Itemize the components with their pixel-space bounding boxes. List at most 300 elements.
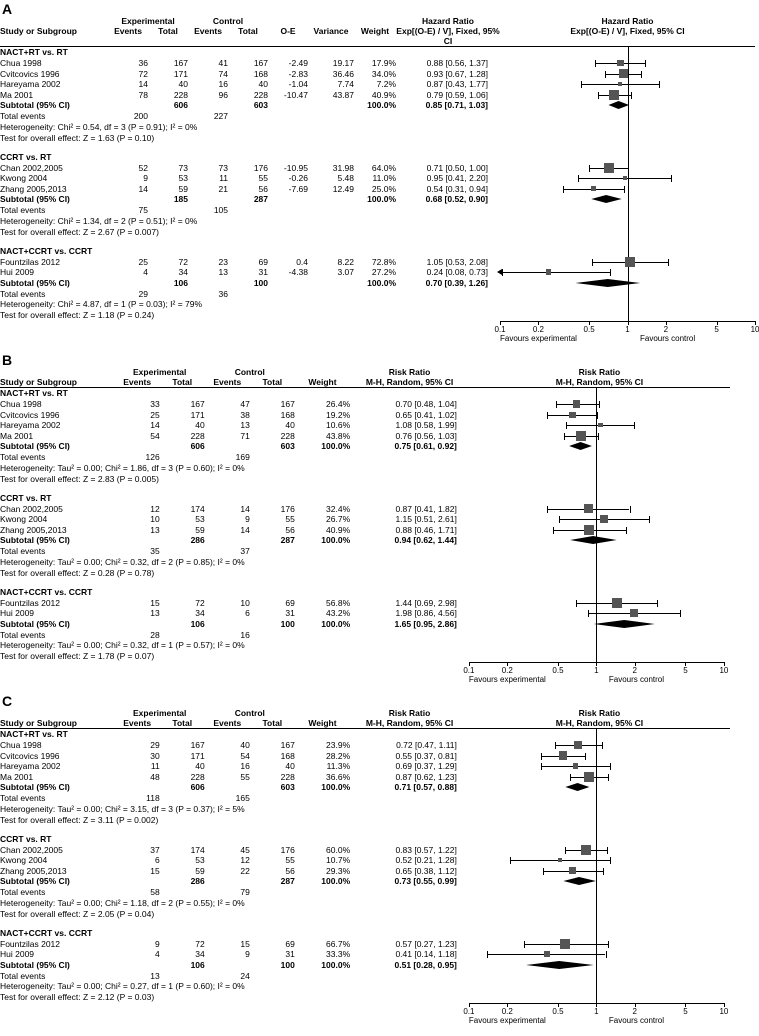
subgroup-heading: CCRT vs. RT bbox=[0, 834, 730, 845]
ci-text: 1.05 [0.53, 2.08] bbox=[426, 256, 489, 267]
ctrl-total: 168 bbox=[280, 409, 295, 420]
subtotal-row bbox=[0, 619, 730, 630]
study-row bbox=[0, 90, 755, 101]
exp-total: 167 bbox=[173, 58, 189, 68]
forest-row-marker bbox=[500, 79, 755, 90]
study-name: Cvitcovics 1996 bbox=[0, 409, 60, 420]
total-events-exp: 35 bbox=[150, 546, 160, 556]
forest-panel-b bbox=[0, 351, 730, 692]
ctrl-events: 16 bbox=[218, 79, 229, 89]
forest-row-marker bbox=[469, 504, 724, 515]
ci-text: 0.71 [0.50, 1.00] bbox=[426, 162, 489, 173]
subtotal-label: Subtotal (95% CI) bbox=[0, 441, 70, 451]
ctrl-total: 31 bbox=[258, 267, 269, 277]
variance: 3.07 bbox=[337, 267, 355, 277]
exp-events: 14 bbox=[150, 420, 160, 430]
weight: 40.9% bbox=[371, 89, 397, 100]
study-name: Kwong 2004 bbox=[0, 514, 48, 524]
weight: 66.7% bbox=[326, 938, 351, 949]
overall-effect-row: Test for overall effect: Z = 2.05 (P = 0.04) bbox=[0, 909, 730, 920]
exp-events: 25 bbox=[150, 409, 160, 420]
weight: 34.0% bbox=[371, 68, 397, 79]
subtotal-exp-total: 106 bbox=[190, 618, 205, 629]
subgroup-heading: CCRT vs. RT bbox=[0, 152, 755, 163]
oe: -0.26 bbox=[288, 173, 309, 183]
subtotal-weight: 100.0% bbox=[367, 194, 397, 204]
ctrl-total: 228 bbox=[280, 430, 295, 441]
forest-subtotal-diamond bbox=[469, 960, 724, 971]
subtotal-label: Subtotal (95% CI) bbox=[0, 876, 70, 886]
ctrl-events: 45 bbox=[240, 844, 250, 855]
total-events-row: Total events 28 16 bbox=[0, 630, 730, 641]
subtotal-exp-total: 286 bbox=[190, 535, 205, 545]
weight: 43.8% bbox=[326, 430, 351, 441]
variance: 19.17 bbox=[332, 58, 355, 68]
exp-total: 73 bbox=[178, 162, 189, 173]
forest-row-marker bbox=[469, 420, 724, 431]
header-control: Control bbox=[234, 708, 265, 718]
table-header-groups bbox=[0, 16, 755, 26]
ctrl-events: 74 bbox=[218, 68, 229, 79]
total-events-exp: 13 bbox=[150, 970, 160, 981]
header-effect-title: Risk Ratio bbox=[388, 367, 431, 377]
exp-total: 53 bbox=[195, 855, 205, 865]
header-experimental: Experimental bbox=[133, 708, 187, 718]
forest-row-marker bbox=[500, 267, 755, 278]
total-events-row: Total events 118 165 bbox=[0, 793, 730, 804]
subtotal-weight: 100.0% bbox=[321, 441, 351, 451]
subtotal-ci: 1.65 [0.95, 2.86] bbox=[394, 618, 457, 629]
study-name: Zhang 2005,2013 bbox=[0, 183, 67, 194]
exp-events: 13 bbox=[150, 524, 160, 535]
exp-events: 9 bbox=[154, 938, 160, 949]
study-row bbox=[0, 761, 730, 772]
subtotal-row bbox=[0, 876, 730, 887]
study-row bbox=[0, 184, 755, 195]
ci-text: 0.65 [0.38, 1.12] bbox=[395, 865, 457, 876]
subtotal-label: Subtotal (95% CI) bbox=[0, 959, 70, 970]
ci-text: 0.95 [0.41, 2.20] bbox=[426, 173, 489, 183]
exp-total: 228 bbox=[173, 89, 189, 100]
forest-row-marker bbox=[469, 751, 724, 762]
ctrl-total: 56 bbox=[258, 183, 269, 194]
study-row bbox=[0, 740, 730, 751]
group-spacer bbox=[0, 238, 755, 246]
subtotal-label: Subtotal (95% CI) bbox=[0, 618, 70, 629]
study-name: Ma 2001 bbox=[0, 89, 34, 100]
ci-text: 0.76 [0.56, 1.03] bbox=[395, 430, 457, 441]
weight: 43.2% bbox=[326, 608, 351, 618]
table-header-columns: Study or Subgroup Events Total Events Total O-E Variance Weight Exp[(O-E) / V], Fixed, 95% CI Exp[(O-E) / V], Fixed, 95% CI bbox=[0, 26, 755, 47]
subtotal-label: Subtotal (95% CI) bbox=[0, 194, 70, 204]
subtotal-row bbox=[0, 441, 730, 452]
exp-total: 40 bbox=[195, 761, 205, 771]
exp-total: 167 bbox=[190, 399, 205, 409]
ctrl-total: 31 bbox=[285, 949, 295, 959]
forest-subtotal-diamond bbox=[469, 876, 724, 887]
header-plot-title: Risk Ratio bbox=[578, 367, 621, 377]
weight: 11.0% bbox=[372, 173, 397, 183]
exp-events: 15 bbox=[150, 865, 160, 876]
total-events-exp: 75 bbox=[138, 205, 148, 215]
weight: 72.8% bbox=[371, 256, 397, 267]
study-name: Hareyama 2002 bbox=[0, 420, 61, 430]
forest-subtotal-diamond bbox=[500, 278, 755, 289]
total-events-row: Total events 58 79 bbox=[0, 887, 730, 898]
exp-events: 25 bbox=[138, 256, 148, 267]
subtotal-ci: 0.85 [0.71, 1.03] bbox=[425, 100, 489, 110]
ctrl-events: 47 bbox=[240, 399, 250, 409]
subgroup-heading: NACT+RT vs. RT bbox=[0, 388, 730, 400]
weight: 29.3% bbox=[326, 865, 351, 876]
subtotal-row bbox=[0, 100, 755, 111]
subtotal-weight: 100.0% bbox=[367, 277, 397, 288]
weight: 26.7% bbox=[326, 514, 351, 524]
weight: 27.2% bbox=[371, 267, 397, 277]
ctrl-total: 228 bbox=[280, 771, 295, 782]
heterogeneity-row: Heterogeneity: Chi² = 4.87, df = 1 (P = 0.03); I² = 79% bbox=[0, 299, 755, 310]
ctrl-events: 10 bbox=[240, 597, 250, 608]
study-name: Ma 2001 bbox=[0, 430, 34, 441]
exp-events: 30 bbox=[150, 750, 160, 761]
study-row bbox=[0, 608, 730, 619]
subtotal-weight: 100.0% bbox=[321, 876, 351, 886]
ctrl-total: 31 bbox=[285, 608, 295, 618]
total-events-ctrl: 227 bbox=[213, 111, 229, 121]
study-name: Chua 1998 bbox=[0, 740, 42, 750]
overall-effect-row: Test for overall effect: Z = 3.11 (P = 0.002) bbox=[0, 815, 730, 826]
header-plot-title: Risk Ratio bbox=[578, 708, 621, 718]
panel-letter: B bbox=[2, 352, 13, 368]
study-name: Cvitcovics 1996 bbox=[0, 750, 60, 761]
forest-row-marker bbox=[469, 608, 724, 619]
exp-events: 14 bbox=[138, 183, 148, 194]
exp-events: 72 bbox=[138, 68, 148, 79]
subtotal-weight: 100.0% bbox=[321, 535, 351, 545]
weight: 28.2% bbox=[326, 750, 351, 761]
ctrl-total: 56 bbox=[285, 524, 295, 535]
header-effect-title: Risk Ratio bbox=[388, 708, 431, 718]
oe: -7.69 bbox=[288, 183, 309, 194]
study-name: Hui 2009 bbox=[0, 267, 35, 277]
weight: 10.7% bbox=[326, 855, 351, 865]
forest-subtotal-diamond bbox=[500, 100, 755, 111]
subtotal-row bbox=[0, 535, 730, 546]
ci-text: 0.83 [0.57, 1.22] bbox=[395, 844, 457, 855]
panel-letter: C bbox=[2, 693, 13, 709]
total-events-row: Total events 200 227 bbox=[0, 111, 755, 122]
ci-text: 1.44 [0.69, 2.98] bbox=[395, 597, 457, 608]
ctrl-events: 38 bbox=[240, 409, 250, 420]
total-events-exp: 58 bbox=[150, 887, 160, 897]
forest-row-marker bbox=[469, 410, 724, 421]
group-spacer bbox=[0, 920, 730, 928]
subtotal-label: Subtotal (95% CI) bbox=[0, 277, 70, 288]
ctrl-events: 22 bbox=[240, 865, 250, 876]
ci-text: 0.87 [0.62, 1.23] bbox=[395, 771, 457, 782]
forest-row-marker bbox=[500, 90, 755, 101]
subtotal-ci: 0.73 [0.55, 0.99] bbox=[394, 876, 457, 886]
weight: 25.0% bbox=[371, 183, 397, 194]
forest-axis: 0.1 0.2 0.5 1 2 5 10 Favours experimental Favours control bbox=[500, 321, 755, 345]
overall-effect-row: Test for overall effect: Z = 2.83 (P = 0.005) bbox=[0, 474, 730, 485]
ctrl-events: 54 bbox=[240, 750, 250, 761]
total-events-exp: 29 bbox=[138, 288, 148, 299]
forest-subtotal-diamond bbox=[469, 782, 724, 793]
ctrl-events: 9 bbox=[245, 949, 250, 959]
heterogeneity-row: Heterogeneity: Tau² = 0.00; Chi² = 3.15, df = 3 (P = 0.37); I² = 5% bbox=[0, 804, 730, 815]
ctrl-events: 9 bbox=[245, 514, 250, 524]
ci-text: 0.88 [0.46, 1.71] bbox=[395, 524, 457, 535]
exp-total: 72 bbox=[178, 256, 189, 267]
exp-total: 72 bbox=[195, 938, 205, 949]
total-events-exp: 118 bbox=[146, 793, 160, 803]
exp-events: 15 bbox=[150, 597, 160, 608]
exp-events: 48 bbox=[150, 771, 160, 782]
forest-row-marker bbox=[469, 525, 724, 536]
subtotal-weight: 100.0% bbox=[321, 782, 351, 792]
forest-row-marker bbox=[500, 69, 755, 80]
study-name: Zhang 2005,2013 bbox=[0, 524, 67, 535]
study-name: Hui 2009 bbox=[0, 949, 35, 959]
exp-total: 59 bbox=[178, 183, 189, 194]
oe: -10.95 bbox=[283, 162, 309, 173]
ci-text: 0.87 [0.43, 1.77] bbox=[426, 79, 489, 89]
subtotal-exp-total: 606 bbox=[190, 782, 205, 792]
study-row bbox=[0, 410, 730, 421]
forest-table bbox=[0, 708, 730, 1027]
table-header-columns: Study or Subgroup Events Total Events Total Weight M-H, Random, 95% CI M-H, Random, 95% CI bbox=[0, 718, 730, 729]
subtotal-ctrl-total: 287 bbox=[253, 194, 269, 204]
exp-events: 36 bbox=[138, 58, 148, 68]
ctrl-total: 55 bbox=[258, 173, 269, 183]
study-row bbox=[0, 866, 730, 877]
forest-row-marker bbox=[500, 58, 755, 69]
study-row bbox=[0, 845, 730, 856]
exp-total: 174 bbox=[190, 844, 205, 855]
group-spacer bbox=[0, 485, 730, 493]
ctrl-total: 167 bbox=[253, 58, 269, 68]
total-events-exp: 126 bbox=[145, 452, 160, 462]
ctrl-total: 56 bbox=[285, 865, 295, 876]
ctrl-total: 69 bbox=[285, 597, 295, 608]
variance: 5.48 bbox=[337, 173, 355, 183]
study-row bbox=[0, 598, 730, 609]
ctrl-events: 15 bbox=[240, 938, 250, 949]
weight: 19.2% bbox=[326, 409, 351, 420]
subtotal-exp-total: 185 bbox=[173, 194, 189, 204]
forest-subtotal-diamond bbox=[469, 535, 724, 546]
study-row bbox=[0, 267, 755, 278]
exp-events: 52 bbox=[138, 162, 148, 173]
forest-subtotal-diamond bbox=[500, 194, 755, 205]
weight: 32.4% bbox=[326, 503, 351, 514]
exp-events: 9 bbox=[143, 173, 148, 183]
subtotal-ctrl-total: 603 bbox=[253, 100, 269, 110]
ci-text: 0.52 [0.21, 1.28] bbox=[395, 855, 457, 865]
ctrl-events: 73 bbox=[218, 162, 229, 173]
exp-total: 171 bbox=[173, 68, 189, 79]
subtotal-ctrl-total: 100 bbox=[253, 277, 269, 288]
forest-axis: 0.1 0.2 0.5 1 2 5 10 Favours experimental Favours control bbox=[469, 1003, 724, 1027]
variance: 12.49 bbox=[332, 183, 355, 194]
heterogeneity-row: Heterogeneity: Tau² = 0.00; Chi² = 1.86, df = 3 (P = 0.60); I² = 0% bbox=[0, 463, 730, 474]
exp-total: 40 bbox=[178, 79, 189, 89]
overall-effect-row: Test for overall effect: Z = 1.78 (P = 0.07) bbox=[0, 651, 730, 662]
weight: 36.6% bbox=[326, 771, 351, 782]
forest-row-marker bbox=[469, 949, 724, 960]
heterogeneity-row: Heterogeneity: Chi² = 0.54, df = 3 (P = 0.91); I² = 0% bbox=[0, 122, 755, 133]
exp-total: 171 bbox=[190, 409, 205, 420]
weight: 40.9% bbox=[326, 524, 351, 535]
subtotal-weight: 100.0% bbox=[321, 959, 351, 970]
exp-events: 11 bbox=[150, 761, 160, 771]
heterogeneity-row: Heterogeneity: Tau² = 0.00; Chi² = 0.27, df = 1 (P = 0.60); I² = 0% bbox=[0, 981, 730, 992]
forest-row-marker bbox=[469, 399, 724, 410]
ctrl-events: 14 bbox=[240, 503, 250, 514]
ctrl-total: 55 bbox=[285, 855, 295, 865]
subtotal-ctrl-total: 100 bbox=[280, 618, 295, 629]
oe: 0.4 bbox=[296, 256, 309, 267]
ci-text: 0.55 [0.37, 0.81] bbox=[395, 750, 457, 761]
forest-panel-a bbox=[0, 0, 759, 351]
panel-letter: A bbox=[2, 1, 13, 17]
table-header-groups bbox=[0, 367, 730, 377]
study-name: Chua 1998 bbox=[0, 399, 42, 409]
weight: 60.0% bbox=[326, 844, 351, 855]
exp-events: 33 bbox=[150, 399, 160, 409]
forest-row-marker bbox=[469, 514, 724, 525]
study-name: Fountzilas 2012 bbox=[0, 597, 61, 608]
variance: 7.74 bbox=[337, 79, 355, 89]
ci-text: 1.15 [0.51, 2.61] bbox=[395, 514, 457, 524]
subtotal-row bbox=[0, 278, 755, 289]
exp-total: 34 bbox=[195, 608, 205, 618]
study-name: Chan 2002,2005 bbox=[0, 162, 63, 173]
ci-text: 0.69 [0.37, 1.29] bbox=[395, 761, 457, 771]
exp-events: 4 bbox=[143, 267, 148, 277]
variance: 31.98 bbox=[332, 162, 355, 173]
overall-effect-row: Test for overall effect: Z = 2.12 (P = 0.03) bbox=[0, 992, 730, 1003]
oe: -2.83 bbox=[288, 68, 309, 79]
total-events-row: Total events 29 36 bbox=[0, 289, 755, 300]
study-name: Fountzilas 2012 bbox=[0, 256, 61, 267]
ctrl-events: 13 bbox=[218, 267, 229, 277]
exp-events: 14 bbox=[138, 79, 148, 89]
total-events-row: Total events 126 169 bbox=[0, 452, 730, 463]
subtotal-ci: 0.70 [0.39, 1.26] bbox=[425, 277, 489, 288]
exp-total: 72 bbox=[195, 597, 205, 608]
total-events-ctrl: 16 bbox=[240, 629, 250, 640]
forest-row-marker bbox=[469, 740, 724, 751]
subtotal-exp-total: 106 bbox=[173, 277, 189, 288]
forest-row-marker bbox=[469, 939, 724, 950]
overall-effect-row: Test for overall effect: Z = 1.63 (P = 0.10) bbox=[0, 133, 755, 144]
variance: 43.87 bbox=[332, 89, 355, 100]
study-name: Hareyama 2002 bbox=[0, 761, 61, 771]
ctrl-total: 69 bbox=[258, 256, 269, 267]
heterogeneity-row: Heterogeneity: Chi² = 1.34, df = 2 (P = 0.51); I² = 0% bbox=[0, 216, 755, 227]
forest-row-marker bbox=[469, 598, 724, 609]
study-row bbox=[0, 772, 730, 783]
subgroup-heading: NACT+CCRT vs. CCRT bbox=[0, 928, 730, 939]
weight: 23.9% bbox=[326, 740, 351, 750]
header-effect-title: Hazard Ratio bbox=[422, 16, 474, 26]
subtotal-ctrl-total: 100 bbox=[280, 959, 295, 970]
study-row bbox=[0, 855, 730, 866]
exp-total: 228 bbox=[190, 430, 205, 441]
exp-events: 10 bbox=[150, 514, 160, 524]
ctrl-events: 40 bbox=[240, 740, 250, 750]
exp-events: 6 bbox=[154, 855, 160, 865]
forest-row-marker bbox=[469, 845, 724, 856]
oe: -1.04 bbox=[288, 79, 309, 89]
forest-axis: 0.1 0.2 0.5 1 2 5 10 Favours experimental Favours control bbox=[469, 662, 724, 686]
total-events-ctrl: 105 bbox=[213, 205, 229, 215]
ci-text: 1.08 [0.58, 1.99] bbox=[395, 420, 457, 430]
total-events-ctrl: 36 bbox=[218, 288, 229, 299]
total-events-ctrl: 79 bbox=[240, 887, 250, 897]
ci-text: 0.70 [0.48, 1.04] bbox=[395, 399, 457, 409]
exp-total: 171 bbox=[190, 750, 205, 761]
ci-text: 0.72 [0.47, 1.11] bbox=[396, 740, 457, 750]
ctrl-total: 228 bbox=[253, 89, 269, 100]
subtotal-weight: 100.0% bbox=[367, 100, 397, 110]
study-row bbox=[0, 257, 755, 268]
subtotal-ci: 0.51 [0.28, 0.95] bbox=[394, 959, 457, 970]
study-row bbox=[0, 420, 730, 431]
study-name: Cvitcovics 1996 bbox=[0, 68, 60, 79]
study-name: Hareyama 2002 bbox=[0, 79, 61, 89]
ctrl-total: 176 bbox=[253, 162, 269, 173]
weight: 10.6% bbox=[326, 420, 351, 430]
group-spacer bbox=[0, 826, 730, 834]
exp-total: 34 bbox=[178, 267, 189, 277]
axis-row bbox=[0, 662, 730, 686]
subtotal-ci: 0.75 [0.61, 0.92] bbox=[394, 441, 457, 451]
subtotal-row bbox=[0, 782, 730, 793]
subtotal-ci: 0.94 [0.62, 1.44] bbox=[394, 535, 457, 545]
study-row bbox=[0, 431, 730, 442]
total-events-row: Total events 35 37 bbox=[0, 546, 730, 557]
weight: 17.9% bbox=[371, 58, 397, 68]
exp-total: 53 bbox=[178, 173, 189, 183]
ctrl-total: 55 bbox=[285, 514, 295, 524]
forest-row-marker bbox=[469, 866, 724, 877]
exp-total: 59 bbox=[195, 865, 205, 876]
ctrl-events: 6 bbox=[245, 608, 250, 618]
ctrl-total: 40 bbox=[285, 761, 295, 771]
ctrl-total: 69 bbox=[285, 938, 295, 949]
study-name: Ma 2001 bbox=[0, 771, 34, 782]
exp-events: 54 bbox=[150, 430, 160, 441]
oe: -2.49 bbox=[288, 58, 309, 68]
exp-total: 167 bbox=[190, 740, 205, 750]
oe: -10.47 bbox=[283, 89, 309, 100]
study-row bbox=[0, 173, 755, 184]
study-name: Kwong 2004 bbox=[0, 855, 48, 865]
weight: 7.2% bbox=[376, 79, 397, 89]
ctrl-total: 40 bbox=[285, 420, 295, 430]
forest-row-marker bbox=[500, 257, 755, 268]
study-name: Chua 1998 bbox=[0, 58, 42, 68]
subtotal-ci: 0.71 [0.57, 0.88] bbox=[394, 782, 457, 792]
subtotal-exp-total: 606 bbox=[190, 441, 205, 451]
subtotal-ctrl-total: 287 bbox=[280, 535, 295, 545]
subtotal-row bbox=[0, 194, 755, 205]
weight: 11.3% bbox=[326, 761, 351, 771]
subtotal-ctrl-total: 603 bbox=[280, 441, 295, 451]
